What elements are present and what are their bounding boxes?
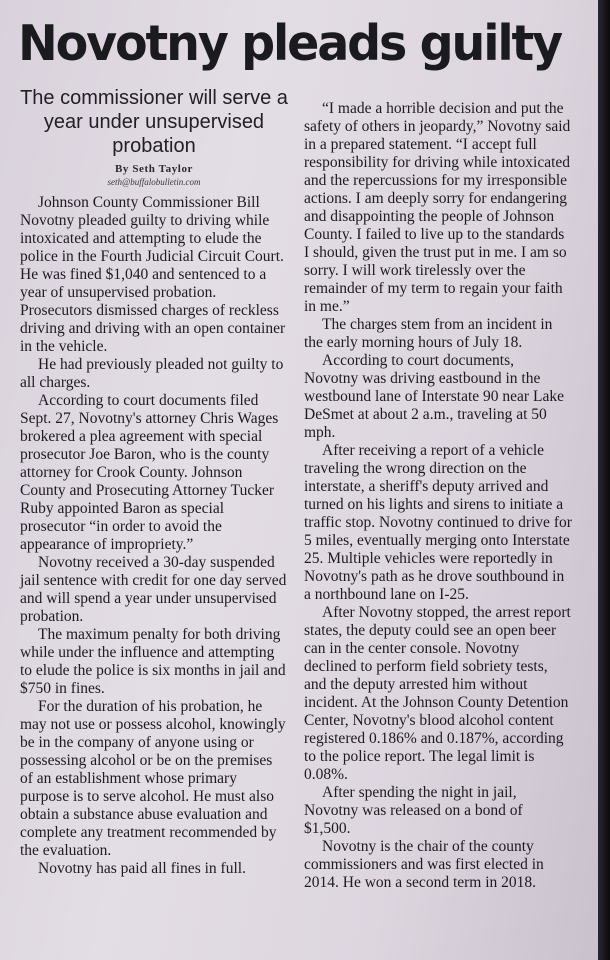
paragraph: For the duration of his probation, he may not use or possess alcohol, knowingly be in the company of anyone using or possessing alcohol or be on the premises of an establishment whose primary purpose is to serve alcohol. He must also obtain a substance abuse evaluation and complete any treatment recommended by the evaluation.	[20, 698, 286, 859]
paragraph: The maximum penalty for both driving while under the influence and attempting to elude the police is six months in jail and $750 in fines.	[20, 626, 286, 697]
deck-subheadline: The commissioner will serve a year under unsupervised probation	[20, 87, 288, 157]
author-email: seth@buffalobulletin.com	[107, 177, 201, 187]
paragraph: Johnson County Commissioner Bill Novotny pleaded guilty to driving while intoxicated and attempting to elude the police in the Fourth Judicial Circuit Court. He was fined $1,040 and sentenced to a year of unsupervised probation. Prosecutors dismissed charges of reckless driving and driving with an open container in the vehicle.	[20, 194, 286, 355]
article-column-left	[20, 86, 288, 878]
headline: Novotny pleads guilty	[18, 15, 561, 72]
page-edge-shadow	[598, 0, 610, 960]
paragraph: After Novotny stopped, the arrest report states, the deputy could see an open beer can in the center console. Novotny declined to perform field sobriety tests, and the deputy arrested him without incident. At the Johnson County Detention Center, Novotny's blood alcohol content registered 0.186% and 0.187%, according to the police report. The legal limit is 0.08%.	[304, 604, 571, 783]
paragraph: After receiving a report of a vehicle traveling the wrong direction on the interstate, a sheriff's deputy arrived and turned on his lights and sirens to initiate a traffic stop. Novotny continued to drive for 5 miles, eventually merging onto Interstate 25. Multiple vehicles were reportedly in Novotny's path as he drove southbound in a northbound lane on I-25.	[304, 442, 572, 603]
byline: By Seth Taylor	[114, 163, 194, 175]
article-column-right	[304, 100, 572, 892]
paragraph: According to court documents filed Sept. 27, Novotny's attorney Chris Wages brokered a plea agreement with special prosecutor Joe Baron, who is the county attorney for Crook County. Johnson County and Prosecuting Attorney Tucker Ruby appointed Baron as special prosecutor “in order to avoid the appearance of impropriety.”	[20, 392, 279, 553]
paragraph: Novotny received a 30-day suspended jail sentence with credit for one day served and will spend a year under unsupervised probation.	[20, 554, 287, 625]
paragraph: According to court documents, Novotny was driving eastbound in the westbound lane of Interstate 90 near Lake DeSmet at about 2 a.m., traveling at 50 mph.	[304, 352, 564, 441]
paragraph: After spending the night in jail, Novotny was released on a bond of $1,500.	[304, 784, 523, 837]
paragraph: The charges stem from an incident in the early morning hours of July 18.	[304, 316, 553, 351]
paragraph: He had previously pleaded not guilty to all charges.	[20, 356, 284, 391]
paragraph: “I made a horrible decision and put the safety of others in jeopardy,” Novotny said in a prepared statement. “I accept full responsibility for driving while intoxicated and the repercussions for my irresponsible actions. I am deeply sorry for endangering and disappointing the people of Johnson County. I failed to live up to the standards I should, given the trust put in me. I am so sorry. I will work tirelessly over the remainder of my term to regain your faith in me.”	[304, 100, 571, 315]
paragraph: Novotny is the chair of the county commissioners and was first elected in 2014. He won a second term in 2018.	[304, 838, 544, 891]
paragraph: Novotny has paid all fines in full.	[38, 860, 246, 877]
